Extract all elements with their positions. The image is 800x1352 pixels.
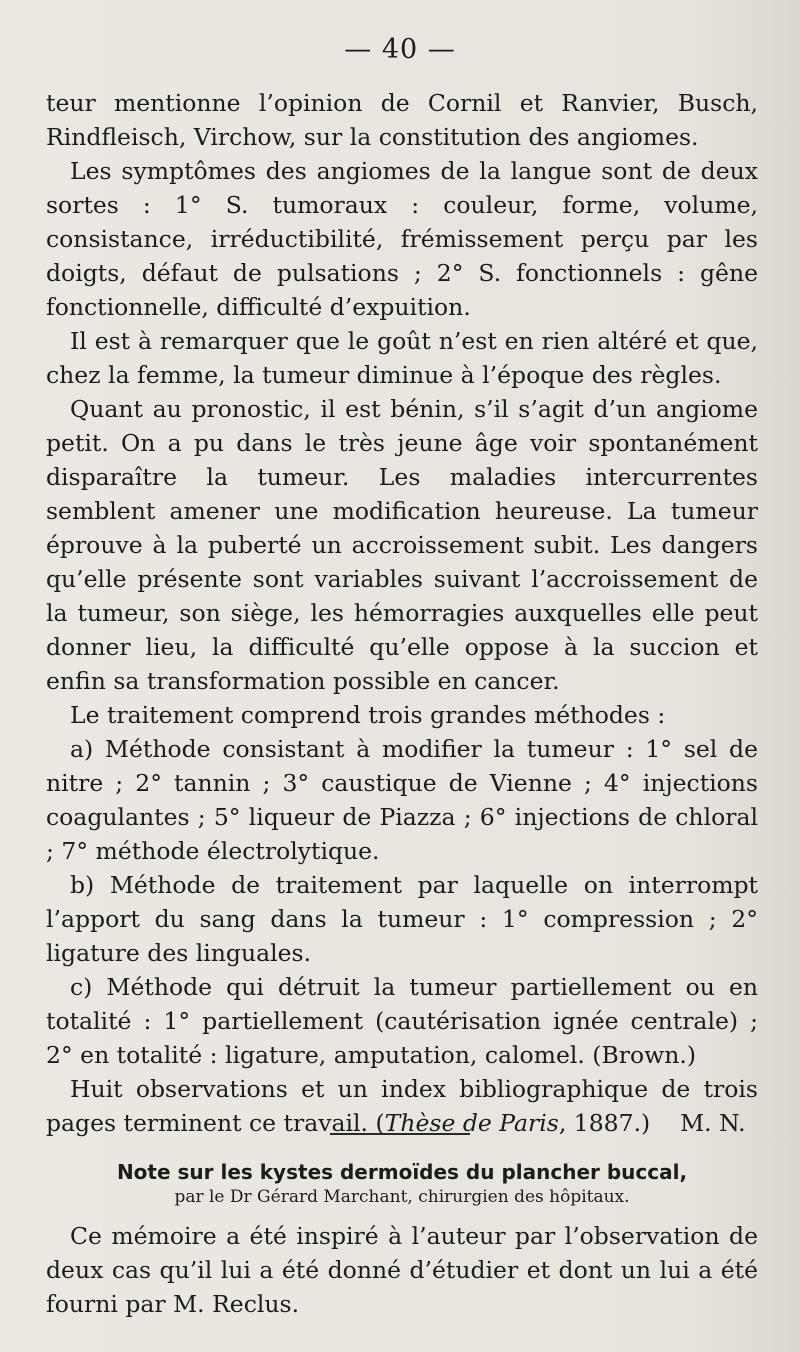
page-number: — 40 — xyxy=(344,34,456,65)
paragraph-closing xyxy=(46,1072,758,1140)
paragraph-prognosis: Quant au pronostic, il est bénin, s’il s’agit d’un angiome petit. On a pu dans le très jeune âge voir spontanément disparaître la tumeur. Les maladies intercurrentes semblent amener une modification heureuse. La tumeur éprouve à la puberté un accroissement subit. Les dangers qu’elle présente sont variables suivant l’accroissement de la tumeur, son siège, les hémorragies auxquelles elle peut donner lieu, la difficulté qu’elle oppose à la succion et enfin sa transformation possible en cancer. xyxy=(46,395,758,695)
closing-text: Huit observations et un index bibliographique de trois pages terminent ce travail. ( xyxy=(46,1075,758,1137)
note-body xyxy=(46,1219,758,1321)
paragraph-method-c: c) Méthode qui détruit la tumeur partiellement ou en totalité : 1° partiellement (cautérisation ignée centrale) ; 2° en totalité : ligature, amputation, calomel. (Brown.) xyxy=(46,973,758,1069)
paragraph-method-b: b) Méthode de traitement par laquelle on interrompt l’apport du sang dans la tumeur : 1° compression ; 2° ligature des linguales. xyxy=(46,871,758,967)
note-title: Note sur les kystes dermoïdes du plancher buccal, xyxy=(116,1160,688,1184)
section-divider xyxy=(330,1133,470,1135)
paragraph-method-a: a) Méthode consistant à modifier la tumeur : 1° sel de nitre ; 2° tannin ; 3° caustique de Vienne ; 4° injections coagulantes ; 5° liqueur de Piazza ; 6° injections de chloral ; 7° méthode électrolytique. xyxy=(46,735,758,865)
paragraph-note: Ce mémoire a été inspiré à l’auteur par l’observation de deux cas qu’il lui a été donné d’étudier et dont un lui a été fourni par M. Reclus. xyxy=(46,1222,758,1318)
body-text xyxy=(46,86,758,1140)
note-author: par le Dr Gérard Marchant, chirurgien des hôpitaux. xyxy=(174,1187,630,1207)
citation-year: , 1887.) xyxy=(558,1109,651,1137)
paragraph-treatment-intro: Le traitement comprend trois grandes méthodes : xyxy=(70,701,666,729)
paragraph-continuation: teur mentionne l’opinion de Cornil et Ranvier, Busch, Rindfleisch, Virchow, sur la constitution des angiomes. xyxy=(46,89,758,151)
paragraph-taste: Il est à remarquer que le goût n’est en rien altéré et que, chez la femme, la tumeur diminue à l’époque des règles. xyxy=(46,327,758,389)
citation: Thèse de Paris xyxy=(384,1109,559,1137)
author-initials: M. N. xyxy=(680,1109,746,1137)
paragraph-symptoms: Les symptômes des angiomes de la langue sont de deux sortes : 1° S. tumoraux : couleur, forme, volume, consistance, irréductibilité, frémissement perçu par les doigts, défaut de pulsations ; 2° S. fonctionnels : gêne fonctionnelle, difficulté d’expuition. xyxy=(46,157,758,321)
